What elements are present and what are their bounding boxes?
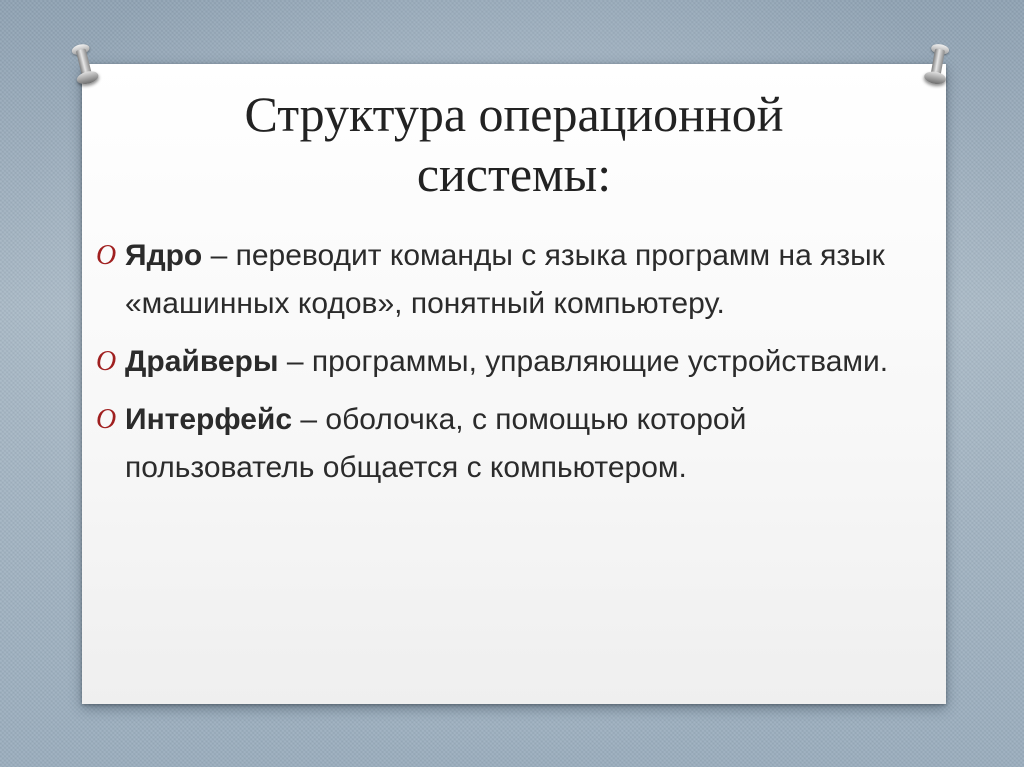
item-text: – программы, управляющие устройствами.	[278, 345, 889, 378]
list-item-drivers	[96, 338, 916, 386]
item-term: Драйверы	[125, 345, 279, 378]
slide-title	[82, 84, 946, 204]
title-line-2: системы:	[416, 146, 612, 202]
item-term: Интерфейс	[125, 403, 293, 436]
item-term: Ядро	[125, 239, 203, 272]
bullet-list	[96, 232, 916, 502]
bullet-o-icon: O	[96, 404, 117, 435]
bullet-o-icon: O	[96, 240, 117, 271]
list-item-kernel	[96, 232, 916, 328]
item-text: – переводит команды с языка программ на язык «машинных кодов», понятный компьютеру.	[125, 239, 885, 320]
title-line-1: Структура операционной	[244, 86, 784, 142]
bullet-o-icon: O	[96, 346, 117, 377]
list-item-interface	[96, 396, 916, 492]
item-text: – оболочка, с помощью которой пользователь общается с компьютером.	[125, 403, 747, 484]
